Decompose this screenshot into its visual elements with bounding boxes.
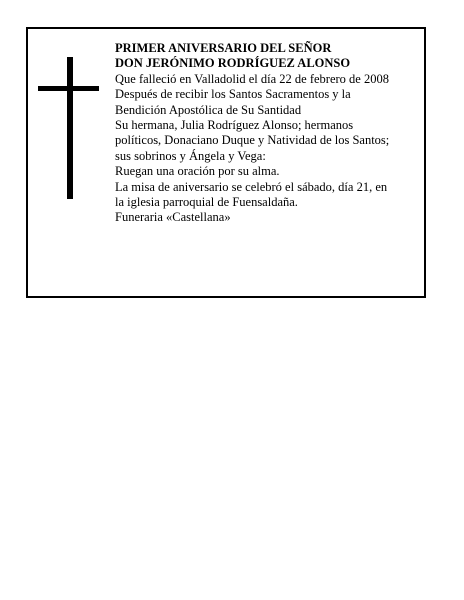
notice-family-line-3: sus sobrinos y Ángela y Vega: [115, 148, 266, 163]
notice-sacraments-line-2: Bendición Apostólica de Su Santidad [115, 102, 302, 117]
obituary-notice [26, 27, 426, 298]
cross-vertical-bar [67, 57, 73, 199]
notice-text-block [115, 41, 420, 226]
notice-mass-line-1: La misa de aniversario se celebró el sábado, día 21, en [115, 179, 388, 194]
notice-family-line-2: políticos, Donaciano Duque y Natividad de los Santos; [115, 133, 390, 148]
notice-death-date: Que falleció en Valladolid el día 22 de febrero de 2008 [115, 71, 389, 86]
notice-prayer-request: Ruegan una oración por su alma. [115, 164, 280, 179]
cross-horizontal-bar [38, 86, 99, 91]
notice-family-line-1: Su hermana, Julia Rodríguez Alonso; hermanos [115, 118, 354, 133]
notice-heading-line-1: PRIMER ANIVERSARIO DEL SEÑOR [115, 41, 332, 55]
notice-sacraments-line-1: Después de recibir los Santos Sacramentos y la [115, 87, 351, 102]
notice-mass-line-2: la iglesia parroquial de Fuensaldaña. [115, 195, 298, 210]
notice-funeral-home: Funeraria «Castellana» [115, 210, 231, 225]
notice-heading-line-2: DON JERÓNIMO RODRÍGUEZ ALONSO [115, 56, 351, 71]
